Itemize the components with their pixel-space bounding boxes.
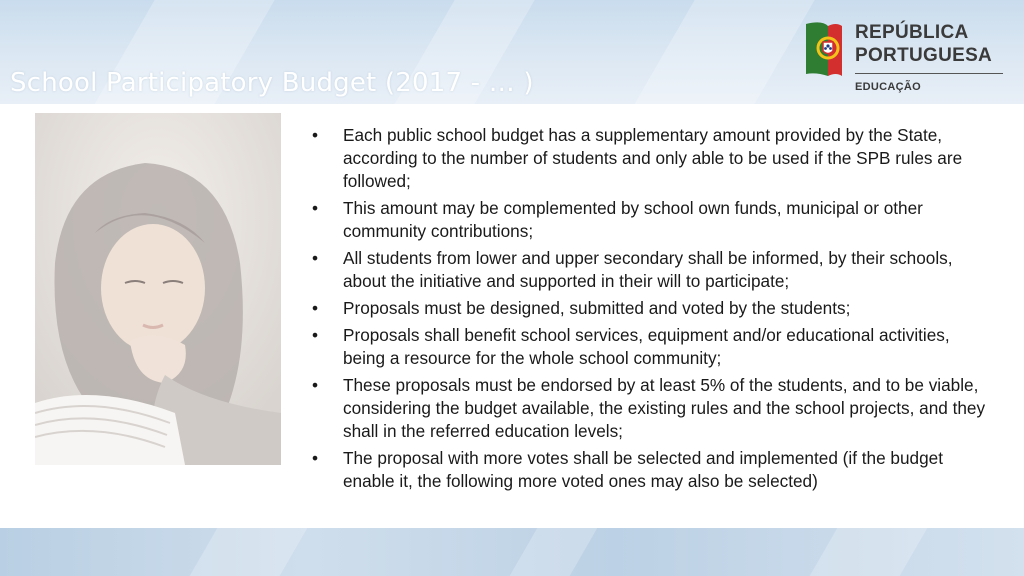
footer-decor <box>171 528 319 576</box>
header-band <box>0 0 1024 104</box>
footer-decor <box>491 528 609 576</box>
slide-title: School Participatory Budget (2017 - … ) <box>10 68 534 98</box>
bullet-text: Each public school budget has a supplementary amount provided by the State, according to the number of students and only able to be used if the SPB rules are followed; <box>343 125 963 192</box>
logo-line-1: REPÚBLICA <box>855 22 969 43</box>
bullet-text: This amount may be complemented by school own funds, municipal or other community contributions; <box>343 198 923 242</box>
logo-divider <box>855 73 1003 74</box>
bullet-icon: • <box>312 297 319 318</box>
bullet-list <box>312 124 992 497</box>
list-item <box>312 447 992 493</box>
girl-reading-illustration <box>35 113 281 465</box>
bullet-icon: • <box>312 198 319 219</box>
bullet-text: Proposals must be designed, submitted and voted by the students; <box>343 297 851 318</box>
list-item <box>312 297 992 320</box>
bullet-icon: • <box>312 324 319 345</box>
photo-girl-reading <box>35 113 281 465</box>
bullet-icon: • <box>312 374 319 395</box>
bullet-icon: • <box>312 125 319 145</box>
flag-emblem-icon <box>802 20 844 78</box>
bullet-text: These proposals must be endorsed by at least 5% of the students, and to be viable, considering the budget available, the existing rules and the school projects, and they shall in the referred education levels; <box>343 374 986 441</box>
list-item <box>312 374 992 444</box>
bullet-icon: • <box>312 447 319 468</box>
bullet-text: Proposals shall benefit school services, equipment and/or educational activities, being a resource for the whole school community; <box>343 324 950 368</box>
list-item <box>312 247 992 293</box>
government-logo <box>800 18 1010 98</box>
bullet-text: All students from lower and upper secondary shall be informed, by their schools, about the initiative and supported in their will to participate; <box>343 248 953 292</box>
footer-decor <box>791 528 939 576</box>
footer-band <box>0 528 1024 576</box>
bullet-icon: • <box>312 248 319 269</box>
list-item <box>312 324 992 370</box>
list-item <box>312 197 992 243</box>
bullet-text: The proposal with more votes shall be selected and implemented (if the budget enable it, the following more voted ones may also be selected) <box>343 447 943 491</box>
logo-line-2: PORTUGUESA <box>855 45 993 66</box>
list-item <box>312 124 992 194</box>
logo-department: EDUCAÇÃO <box>855 81 921 93</box>
